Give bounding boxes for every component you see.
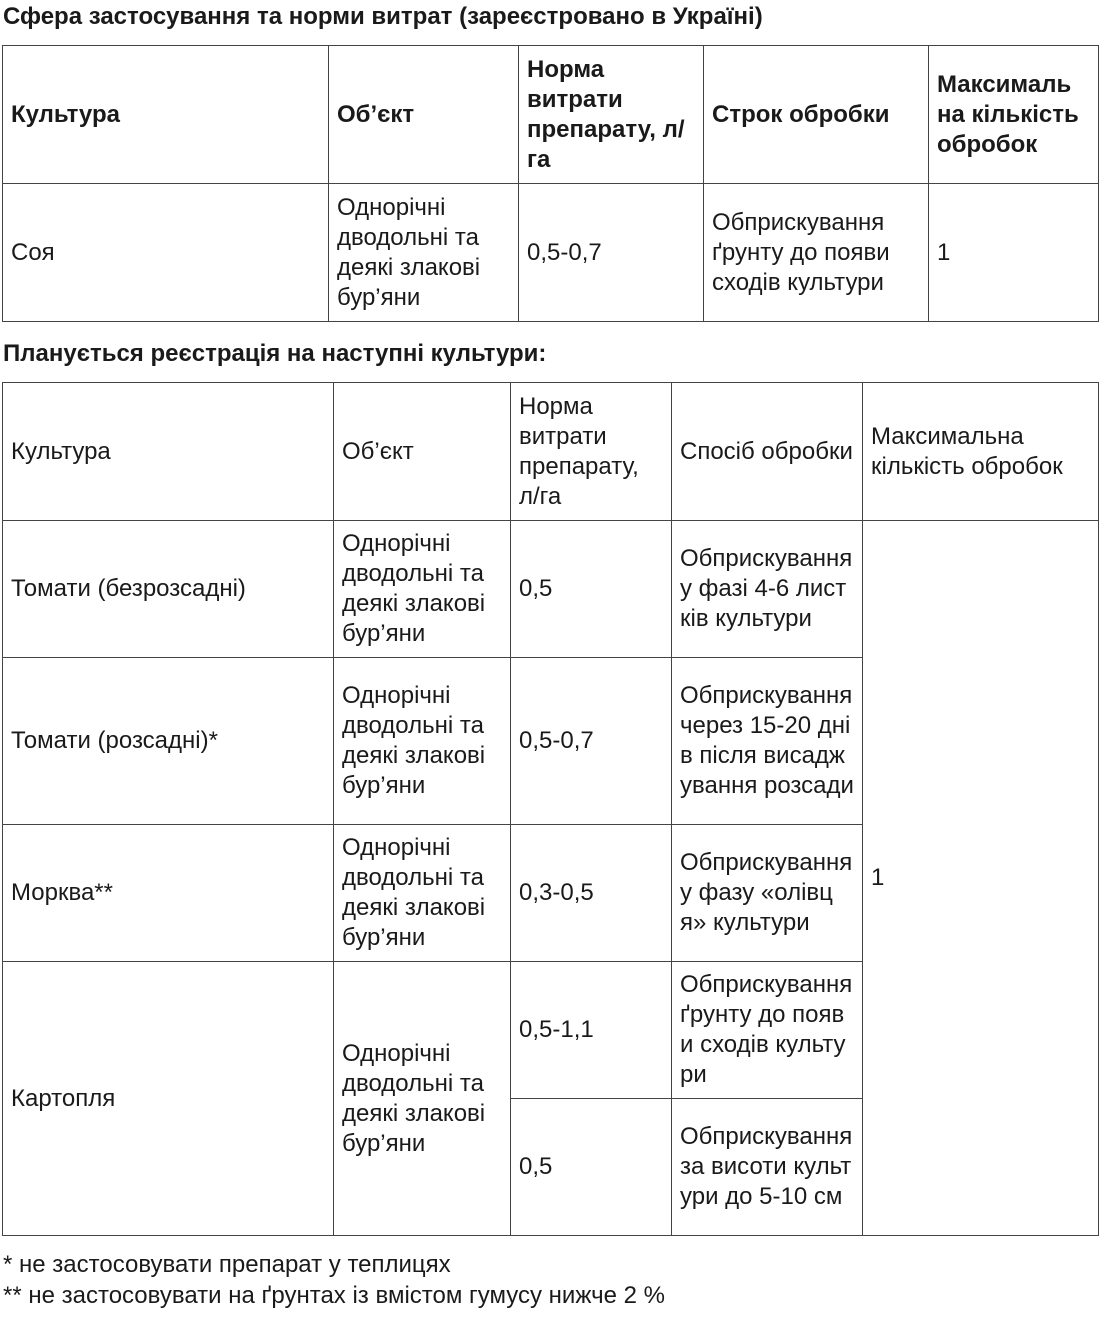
- footnote-humus: ** не застосовувати на ґрунтах із вмістом гумусу нижче 2 %: [3, 1282, 665, 1309]
- cell-crop: Соя: [3, 184, 329, 322]
- cell-crop: Томати (безрозсадні): [3, 521, 334, 658]
- header-max-treatments: Максимальна кількість обробок: [863, 383, 1099, 521]
- cell-object: Однорічні дводольні та деякі злакові бур’яни: [334, 521, 511, 658]
- header-crop: Культура: [3, 46, 329, 184]
- cell-object: Однорічні дводольні та деякі злакові бур’яни: [329, 184, 519, 322]
- header-timing: Строк обробки: [704, 46, 929, 184]
- cell-rate: 0,3-0,5: [511, 825, 672, 962]
- table-row: [3, 184, 1099, 322]
- header-rate: Норма витрати препарату, л/га: [511, 383, 672, 521]
- cell-rate: 0,5: [511, 1099, 672, 1236]
- cell-crop: Томати (розсадні)*: [3, 658, 334, 825]
- cell-rate: 0,5-0,7: [511, 658, 672, 825]
- cell-rate: 0,5-0,7: [519, 184, 704, 322]
- registered-section-title: Сфера застосування та норми витрат (зареєстровано в Україні): [3, 3, 763, 30]
- cell-max-treatments: 1: [863, 521, 1099, 1236]
- header-max-treatments: Максималь на кількість обробок: [929, 46, 1099, 184]
- header-rate: Норма витрати препарату, л/га: [519, 46, 704, 184]
- table-header-row: [3, 46, 1099, 184]
- table-header-row: [3, 383, 1099, 521]
- cell-max-treatments: 1: [929, 184, 1099, 322]
- planned-section-title: Планується реєстрація на наступні культури:: [3, 340, 547, 367]
- header-object: Об’єкт: [329, 46, 519, 184]
- cell-crop: Картопля: [3, 962, 334, 1236]
- header-method: Спосіб обробки: [672, 383, 863, 521]
- header-crop: Культура: [3, 383, 334, 521]
- cell-rate: 0,5: [511, 521, 672, 658]
- footnote-greenhouse: * не застосовувати препарат у теплицях: [3, 1251, 451, 1278]
- header-object: Об’єкт: [334, 383, 511, 521]
- cell-object: Однорічні дводольні та деякі злакові бур’яни: [334, 825, 511, 962]
- cell-rate: 0,5-1,1: [511, 962, 672, 1099]
- cell-crop: Морква**: [3, 825, 334, 962]
- cell-method: Обприскування через 15-20 днів після висаджування розсади: [672, 658, 863, 825]
- table-row: [3, 521, 1099, 658]
- cell-object: Однорічні дводольні та деякі злакові бур’яни: [334, 658, 511, 825]
- cell-method: Обприскування у фазі 4-6 листків культури: [672, 521, 863, 658]
- registered-table: [2, 45, 1099, 322]
- cell-object: Однорічні дводольні та деякі злакові бур’яни: [334, 962, 511, 1236]
- planned-table: [2, 382, 1099, 1236]
- cell-method: Обприскування у фазу «олівця» культури: [672, 825, 863, 962]
- cell-method: Обприскування ґрунту до появи сходів культури: [672, 962, 863, 1099]
- cell-method: Обприскування за висоти культури до 5-10 см: [672, 1099, 863, 1236]
- cell-timing: Обприскування ґрунту до появи сходів культури: [704, 184, 929, 322]
